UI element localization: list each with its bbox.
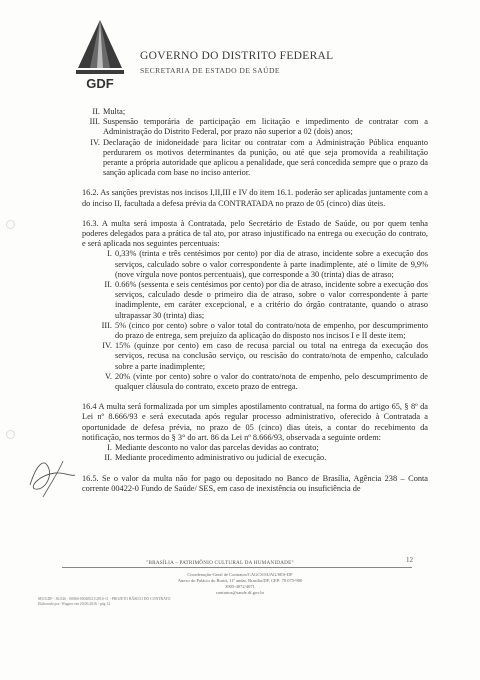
- item-text: Suspensão temporária de participação em licitação e impedimento de contratar com a Administração do Distrito Federal, por prazo não superior a 02 (dois) anos;: [103, 117, 428, 137]
- list-item: [96, 249, 428, 280]
- gdf-logo: [70, 20, 130, 100]
- item-number: II.: [104, 280, 112, 290]
- handwritten-signature: [25, 453, 80, 503]
- list-item: [96, 372, 428, 392]
- list-item: [96, 453, 428, 463]
- footer-line: Anexo do Palácio do Buriti, 11º andar, Brasília/DF, CEP: 70.075-900: [177, 578, 303, 583]
- footer-line: Coordenação-Geral de Contratos/CAGCS/SUAG/SES-DF: [187, 572, 293, 577]
- item-text: Multa;: [103, 107, 126, 116]
- list-item: [82, 107, 428, 117]
- list-item: [96, 321, 428, 341]
- document-tracking: [38, 597, 238, 607]
- binder-hole: [6, 220, 15, 229]
- item-number: III.: [101, 320, 112, 330]
- penalty-list-c: [96, 443, 428, 463]
- item-text: Mediante procedimento administrativo ou judicial de execução.: [115, 453, 327, 463]
- item-number: IV.: [90, 137, 100, 147]
- item-number: III.: [89, 117, 100, 127]
- paragraph-16-2: 16.2. As sanções previstas nos incisos I,II,III e IV do item 16.1. poderão ser aplicadas juntamente com a do inciso II, facultada a defesa prévia da CONTRATADA no prazo de 05 (cinco) dias úteis.: [82, 188, 428, 208]
- list-item: [82, 117, 428, 137]
- list-item: [96, 280, 428, 321]
- penalty-list-b: [96, 249, 428, 392]
- item-text: 0,33% (trinta e três centésimos por cento) por dia de atraso, incidente sobre a execução dos serviços, calculado sobre o valor correspondente à parte inadimplente, até o limite de 9,9% (nove vírgula nove pontos percentuais), que corresponde a 30 (trinta) dias de atraso;: [115, 249, 428, 279]
- tracking-line: SEI/GDF - 36.046 - 00060-00048521/2016-11 - PROJETO BÁSICO DO CONTRATO: [38, 597, 171, 601]
- item-text: Declaração de inidoneidade para licitar ou contratar com a Administração Pública enquanto perdurarem os motivos determinantes da punição, ou até que seja promovida a reabilitação perante a própria autoridade que aplicou a penalidade, que será concedida sempre que o prazo da sanção aplicada com base no inciso anterior.: [103, 137, 428, 178]
- paragraph-16-5: 16.5. Se o valor da multa não for pago ou depositado no Banco de Brasília, Agência 238 – Conta corrente 00422-0 Fundo de Saúde/ SES, em caso de inexistência ou insuficiência de: [82, 473, 428, 493]
- penalty-list-a: [82, 107, 428, 178]
- footer-divider: [62, 567, 412, 568]
- item-text: 0.66% (sessenta e seis centésimos por cento) por dia de atraso, incidente sobre a execução dos serviços, calculado desde o primeiro dia de atraso, sobre o valor correspondente à parte inadimplente, em caráter excepcional, e a critério do órgão contratante, quando o atraso ultrapassar 30 (trinta) dias;: [115, 280, 428, 320]
- list-item: [96, 341, 428, 372]
- paragraph-16-4: 16.4 A multa será formalizada por um simples apostilamento contratual, na forma do artigo 65, § 8º da Lei nº 8.666/93 e será executada após regular processo administrativo, oferecido à Contratada a oportunidade de defesa prévia, no prazo de 05 (cinco) dias úteis, a contar do recebimento da notificação, nos termos do § 3° do art. 86 da Lei nº 8.666/93, observada a seguinte ordem:: [82, 402, 428, 442]
- list-item: [82, 138, 428, 179]
- item-number: I.: [107, 443, 112, 453]
- footer-motto: "BRASÍLIA – PATRIMÔNIO CULTURAL DA HUMANIDADE": [146, 560, 294, 566]
- item-text: 15% (quinze por cento) em caso de recusa parcial ou total na entrega da execução dos serviços, recusa na conclusão serviço, ou rescisão do contrato/nota de empenho, calculado sobre a parte inadimplente;: [115, 341, 428, 371]
- logo-text: GDF: [86, 76, 114, 91]
- page-number: 12: [406, 556, 413, 564]
- item-number: V.: [105, 371, 112, 381]
- item-number: II.: [104, 453, 112, 463]
- footer-address: [100, 572, 380, 596]
- item-text: Mediante desconto no valor das parcelas devidas ao contrato;: [115, 443, 319, 453]
- footer-line: 3905-4072/4071: [225, 584, 255, 589]
- binder-hole: [6, 430, 15, 439]
- government-title: GOVERNO DO DISTRITO FEDERAL: [140, 50, 334, 62]
- paragraph-16-3: 16.3. A multa será imposta à Contratada, pelo Secretário de Estado de Saúde, ou por quem tenha poderes delegados para a prática de tal ato, por atraso injustificado na entrega ou execução do contrato, e será aplicada nos seguintes percentuais:: [82, 218, 428, 249]
- list-item: [96, 443, 428, 453]
- department-subtitle: SECRETARIA DE ESTADO DE SAÚDE: [140, 66, 280, 75]
- tracking-line: Elaborado por: Wagner em 20.06.2016 - pág 12: [38, 602, 111, 606]
- item-number: IV.: [102, 341, 112, 351]
- footer-line: contratos@saude.df.gov.br: [215, 590, 265, 595]
- item-number: II.: [92, 107, 100, 116]
- document-body: [82, 107, 428, 494]
- item-number: I.: [107, 249, 112, 259]
- item-text: 20% (vinte por cento) sobre o valor do contrato/nota de empenho, pelo descumprimento de qualquer cláusula do contrato, exceto prazo de entrega.: [115, 371, 428, 392]
- item-text: 5% (cinco por cento) sobre o valor total do contrato/nota de empenho, por descumprimento do prazo de entrega, sem prejuízo da aplicação do disposto nos incisos I e II deste item;: [115, 320, 428, 341]
